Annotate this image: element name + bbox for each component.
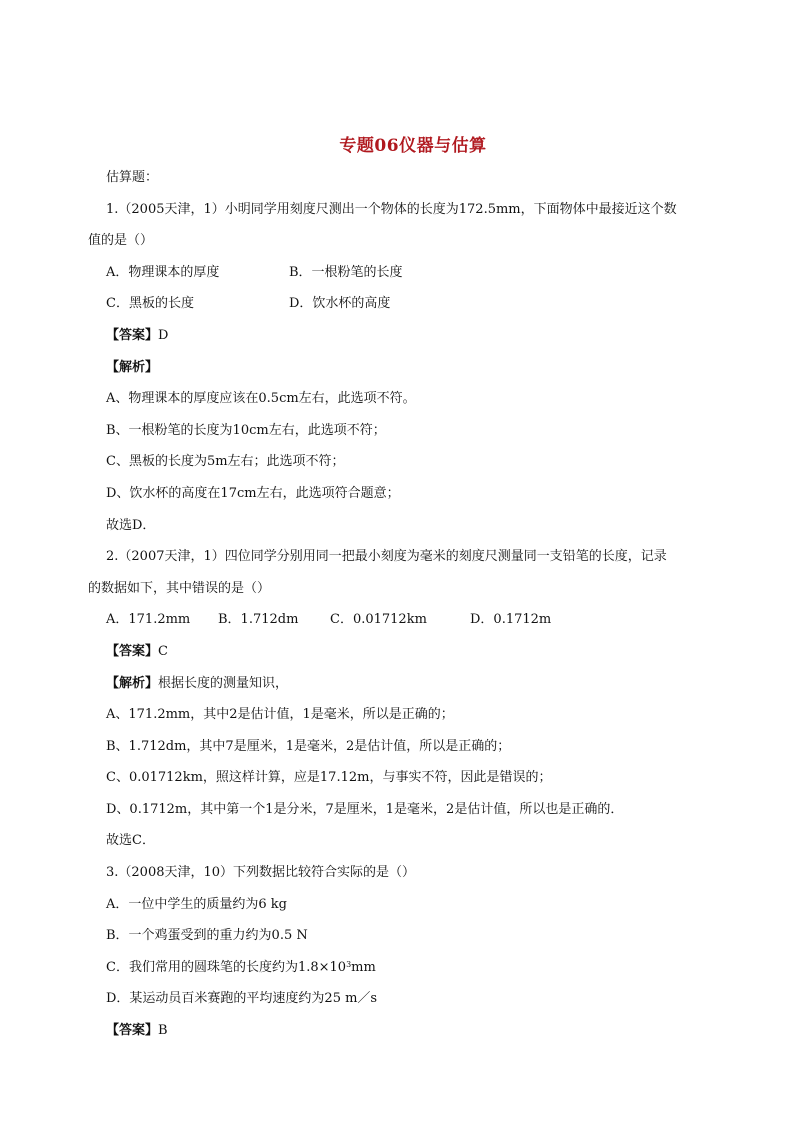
q1-answer-label: 【答案】: [106, 327, 159, 343]
q2-analysis-heading: [88, 674, 728, 706]
q2-analysis-intro: 根据长度的测量知识，: [158, 675, 289, 691]
q2-stem-line2: 的数据如下，其中错误的是（）: [88, 580, 271, 596]
q3-stem: 3.（2008天津，10）下列数据比较符合实际的是（）: [106, 865, 416, 881]
q3-option-c-exponent: 3: [346, 959, 352, 969]
q1-analysis-label: 【解析】: [106, 359, 159, 375]
q3-answer-value: B: [158, 1023, 168, 1039]
q1-analysis-heading: [88, 358, 728, 390]
q2-option-b: B．1.712dm: [218, 612, 299, 628]
q3-option-c: [88, 958, 728, 990]
q3-answer: [88, 1021, 728, 1053]
q2-conclusion: 故选C．: [106, 833, 155, 849]
q2-answer-label: 【答案】: [106, 643, 159, 659]
q1-option-a: A．物理课本的厚度: [106, 264, 220, 280]
q2-analysis-b: B、1.712dm，其中7是厘米，1是毫米，2是估计值，所以是正确的；: [106, 738, 511, 754]
q1-analysis-b: B、一根粉笔的长度为10cm左右，此选项不符；: [106, 422, 386, 438]
q1-options-row1: [88, 263, 728, 295]
q2-stem-line1: 2.（2007天津，1）四位同学分别用同一把最小刻度为毫米的刻度尺测量同一支铅笔的长度，记录: [106, 549, 667, 565]
q3-answer-label: 【答案】: [106, 1023, 159, 1039]
q1-option-b: B．一根粉笔的长度: [289, 264, 403, 280]
q3-option-c-text: C．我们常用的圆珠笔的长度约为1.8×10: [106, 959, 347, 975]
q3-option-d: D．某运动员百米赛跑的平均速度约为25 m／s: [106, 991, 378, 1007]
q2-option-a: A．171.2mm: [106, 612, 191, 628]
q1-conclusion: 故选D．: [106, 517, 156, 533]
q1-option-c: C．黑板的长度: [106, 296, 194, 312]
q3-option-c-unit: mm: [351, 959, 376, 975]
q2-answer-value: C: [158, 643, 168, 659]
q3-option-b: B．一个鸡蛋受到的重力约为0.5 N: [106, 928, 308, 944]
q2-analysis-d: D、0.1712m，其中第一个1是分米，7是厘米，1是毫米，2是估计值，所以也是正确的．: [106, 801, 624, 817]
page-title: 专题06仪器与估算: [339, 136, 487, 156]
q2-analysis-c: C、0.01712km，照这样计算，应是17.12m，与事实不符，因此是错误的；: [106, 770, 552, 786]
q1-answer-value: D: [158, 327, 169, 343]
q2-analysis-a: A、171.2mm，其中2是估计值，1是毫米，所以是正确的；: [106, 707, 454, 723]
q2-answer: [88, 642, 728, 674]
q1-options-row2: [88, 294, 728, 326]
q1-option-d: D．饮水杯的高度: [289, 296, 391, 312]
q1-answer: [88, 326, 728, 358]
q1-stem-line1: 1.（2005天津，1）小明同学用刻度尺测出一个物体的长度为172.5mm，下面物体中最接近这个数: [106, 201, 677, 217]
q2-analysis-label: 【解析】: [106, 675, 159, 691]
q1-analysis-d: D、饮水杯的高度在17cm左右，此选项符合题意；: [106, 485, 400, 501]
q3-option-a: A．一位中学生的质量约为6 kg: [106, 896, 287, 912]
q1-analysis-c: C、黑板的长度为5m左右；此选项不符；: [106, 454, 345, 470]
document-body: [88, 168, 728, 1053]
q1-analysis-a: A、物理课本的厚度应该在0.5cm左右，此选项不符。: [106, 391, 416, 407]
q2-option-d: D．0.1712m: [470, 612, 552, 628]
q2-options-row: [88, 610, 728, 642]
section-heading: 估算题：: [106, 170, 159, 185]
q1-stem-line2: 值的是（）: [88, 233, 154, 249]
q2-option-c: C．0.01712km: [330, 612, 427, 628]
